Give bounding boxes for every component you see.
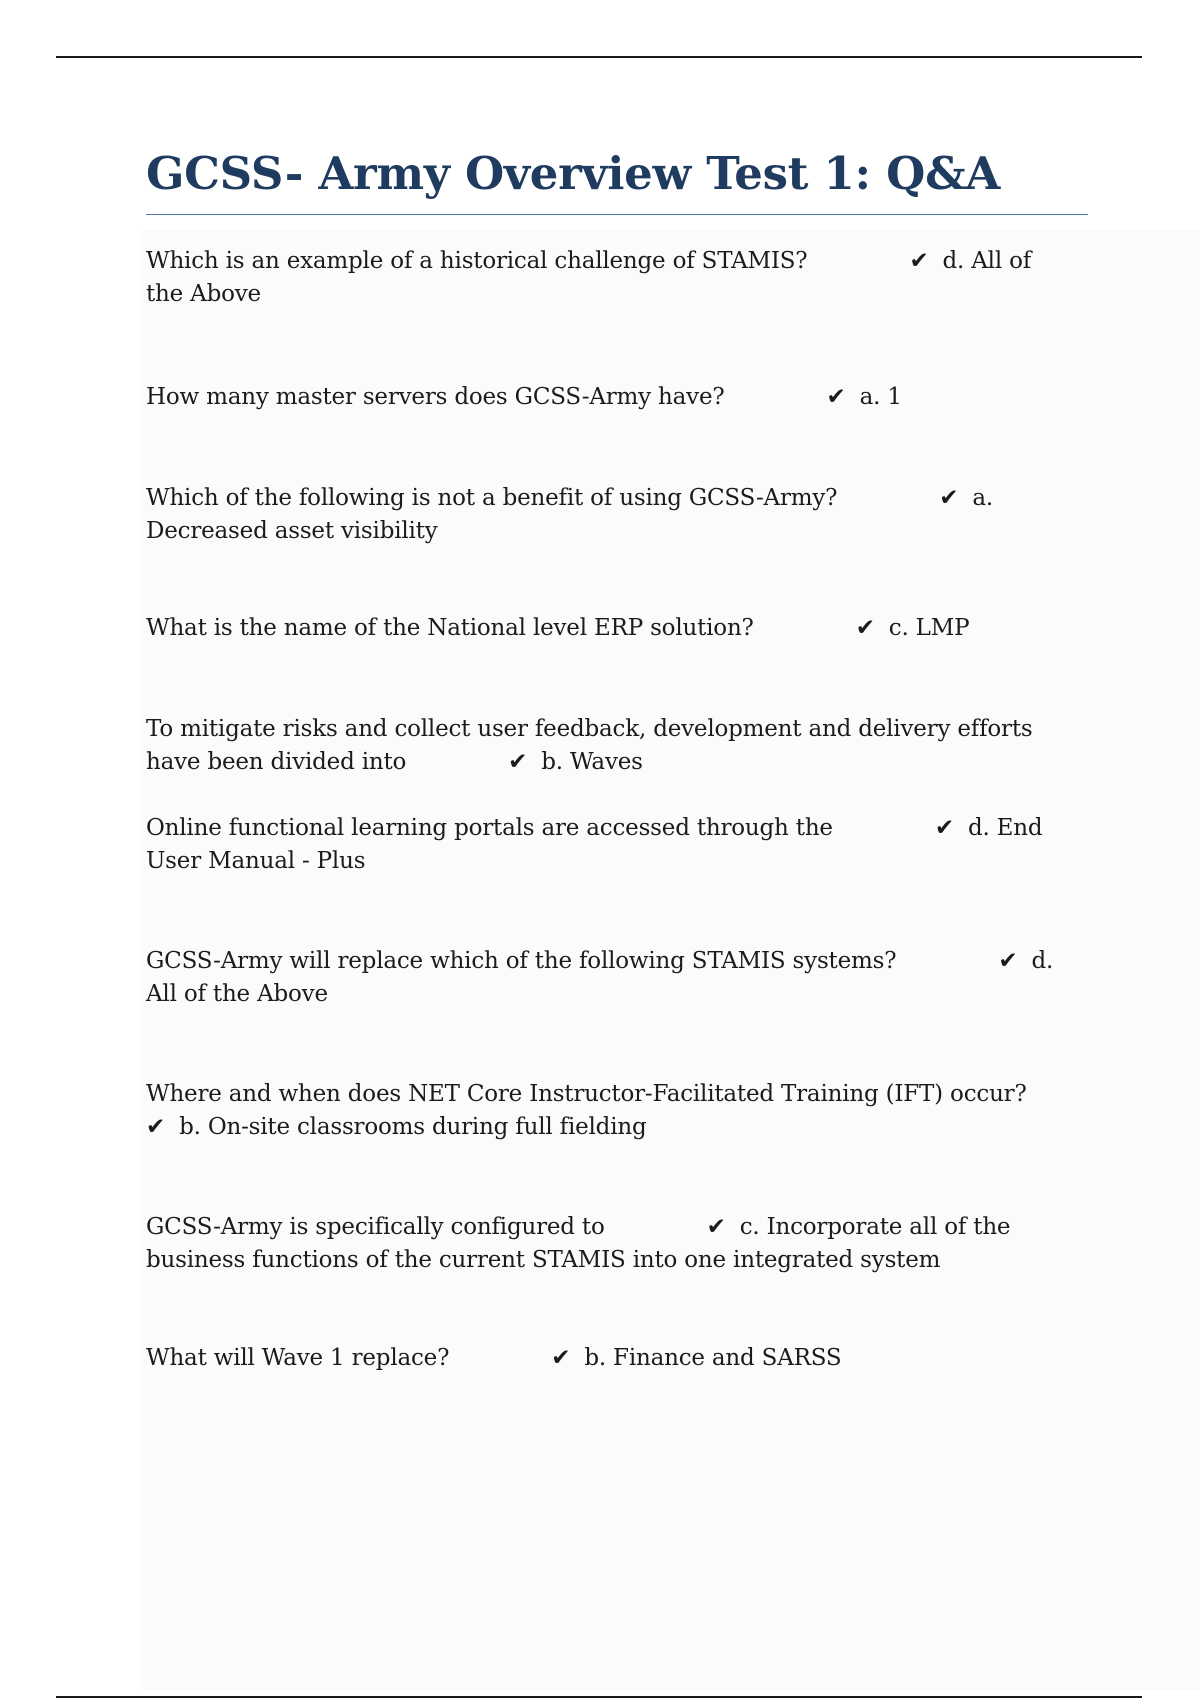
checkmark-icon: ✔ [508,749,528,775]
top-rule [56,56,1142,58]
qa-item [146,713,1066,779]
qa-item [146,945,1066,1011]
answer-text: c. Incorporate all of the business functions of the current STAMIS into one integrated system [146,1214,1011,1273]
question-text: Online functional learning portals are accessed through the [146,815,833,841]
checkmark-icon: ✔ [706,1214,726,1240]
qa-item [146,812,1066,878]
qa-item [146,482,1066,548]
question-text: To mitigate risks and collect user feedback, development and delivery efforts have been divided into [146,716,1033,775]
qa-item [146,612,1066,645]
question-text: What is the name of the National level ERP solution? [146,615,754,641]
answer-text: c. LMP [888,615,970,641]
question-text: GCSS-Army will replace which of the following STAMIS systems? [146,948,897,974]
answer-text: d. All of the Above [146,248,1032,307]
answer-text: a. Decreased asset visibility [146,485,993,544]
checkmark-icon: ✔ [855,615,875,641]
answer-text: a. 1 [859,384,902,410]
question-text: Which of the following is not a benefit of using GCSS-Army? [146,485,838,511]
checkmark-icon: ✔ [826,384,846,410]
checkmark-icon: ✔ [939,485,959,511]
checkmark-icon: ✔ [934,815,954,841]
checkmark-icon: ✔ [551,1345,571,1371]
answer-text: d. End User Manual - Plus [146,815,1043,874]
qa-item [146,1342,1066,1375]
qa-item [146,245,1066,311]
qa-item [146,1211,1066,1277]
checkmark-icon: ✔ [998,948,1018,974]
question-text: Where and when does NET Core Instructor-Facilitated Training (IFT) occur? [146,1081,1027,1107]
question-text: Which is an example of a historical challenge of STAMIS? [146,248,808,274]
answer-text: b. Waves [541,749,643,775]
answer-text: d. All of the Above [146,948,1054,1007]
checkmark-icon: ✔ [909,248,929,274]
page-title: GCSS- Army Overview Test 1: Q&A [146,147,1001,200]
checkmark-icon: ✔ [146,1114,166,1140]
qa-item [146,1078,1066,1144]
qa-item [146,381,1066,414]
answer-text: b. On-site classrooms during full fielding [179,1114,647,1140]
question-text: GCSS-Army is specifically configured to [146,1214,605,1240]
question-text: How many master servers does GCSS-Army have? [146,384,725,410]
answer-text: b. Finance and SARSS [584,1345,842,1371]
bottom-rule [56,1696,1142,1698]
title-underline [146,214,1088,215]
question-text: What will Wave 1 replace? [146,1345,450,1371]
